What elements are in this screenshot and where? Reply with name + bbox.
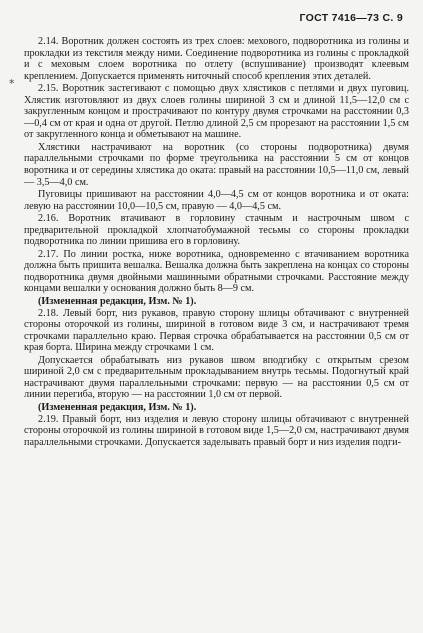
paragraph: 2.14. Воротник должен состоять из трех слоев: мехового, подворотника из голины и прокладки из текстиля между ними. Соединение подворотника из голины с прокладкой и с меховым слоем воротника по отлету (вспушивание) производят клеевым креплением. Допускается применять ниточный способ крепления этих деталей. — [24, 36, 409, 82]
margin-mark: * — [9, 77, 15, 90]
amendment-note: (Измененная редакция, Изм. № 1). — [38, 401, 197, 413]
paragraph: 2.17. По линии ростка, ниже воротника, одновременно с втачиванием воротника должна быть пришита вешалка. Вешалка должна быть закреплена на концах со стороны подворотника двумя двойными машинными обратными строчками. Расстояние между концами вешалки у основания должно быть 8—9 см. — [24, 248, 409, 295]
paragraph: Хлястики настрачивают на воротник (со стороны подворотника) двумя параллельными строчками по форме треугольника на расстоянии 5 см от концов воротника и от середины хлястика до оката: правый на расстоянии 10,5—11,0 см, левый — 3,5—4,0 см. — [24, 141, 409, 188]
paragraph: Пуговицы пришивают на расстоянии 4,0—4,5 см от концов воротника и от оката: левую на расстоянии 10,0—10,5 см, правую — 4,0—4,5 см. — [24, 189, 409, 212]
page-header: ГОСТ 7416—73 С. 9 — [299, 12, 403, 24]
amendment-note: (Измененная редакция, Изм. № 1). — [38, 296, 197, 308]
paragraph: Допускается обрабатывать низ рукавов швом вподгибку с открытым срезом шириной 2,0 см с предварительным прокладыванием внутрь тесьмы. Подогнутый край настрачивают двумя параллельными строчками: первую — на расстоянии 0,5 см от линии перегиба, вторую — на расстоянии 1,0 см от первой. — [24, 354, 409, 401]
paragraph: 2.18. Левый борт, низ рукавов, правую сторону шлицы обтачивают с внутренней стороны оторочкой из голины, шириной в готовом виде 3 см, и настрачивают тремя строчками параллельно краю. Первая строчка обрабатывается на расстоянии 0,5 см от края борта. Ширина между строчками 1 см. — [24, 307, 409, 354]
paragraph: 2.15. Воротник застегивают с помощью двух хлястиков с петлями и двух пуговиц. Хлястик изготовляют из двух слоев голины шириной 3 см и длиной 11,5—12,0 см с закругленным концом и прострачивают по контуру двумя строчками на расстоянии 0,3—0,4 см от края и одна от другой. Петлю длиной 2,5 см прорезают на расстоянии 1,5 см от закругленного конца и обметывают на машине. — [24, 83, 409, 141]
paragraph: 2.19. Правый борт, низ изделия и левую сторону шлицы обтачивают с внутренней стороны оторочкой из голины шириной в готовом виде 1,5—2,0 см, настрачивают двумя параллельными строчками. Допускается заделывать правый борт и низ изделия подги- — [24, 413, 409, 448]
paragraph: 2.16. Воротник втачивают в горловину стачным и настрочным швом с предварительной прокладкой хлопчатобумажной тесьмы со стороны прокладки подворотника по линии пришива его в горловину. — [24, 213, 409, 248]
document-body — [24, 36, 409, 448]
